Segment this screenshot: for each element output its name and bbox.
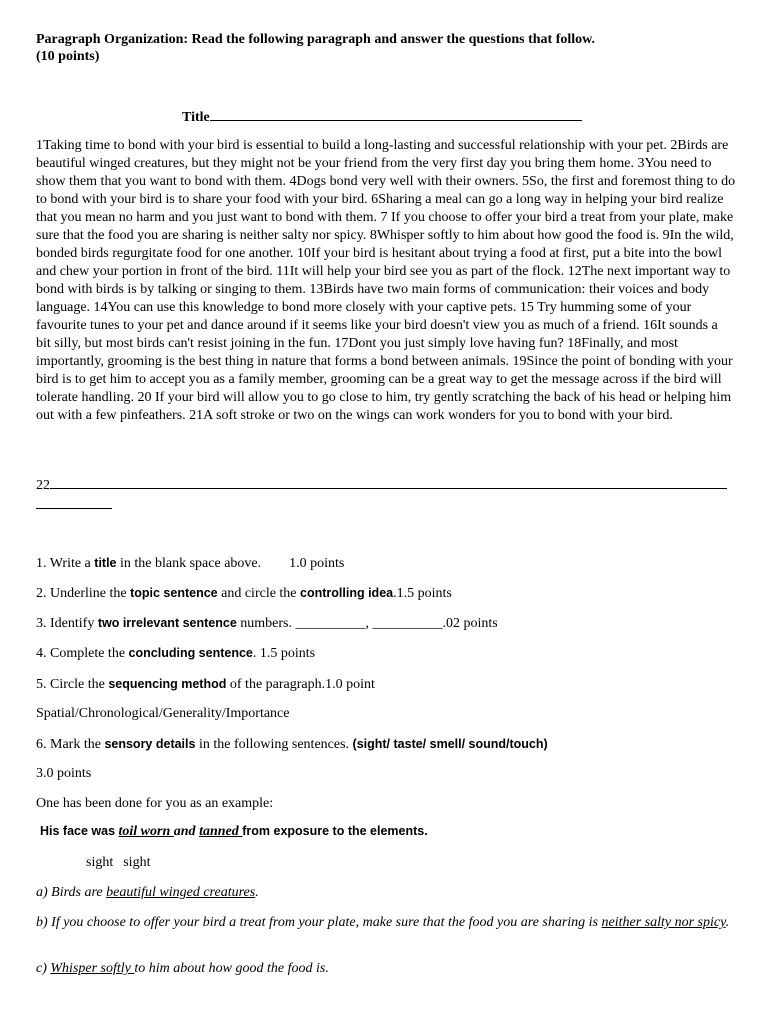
example-label-2: sight <box>123 855 151 870</box>
q3-separator: , <box>365 616 373 631</box>
q1-keyword: title <box>94 556 117 570</box>
concluding-sentence-line[interactable] <box>36 475 728 515</box>
q6-keyword: sensory details <box>104 737 196 751</box>
question-1 <box>36 554 344 573</box>
q3-points: .02 points <box>442 616 498 631</box>
q5-points: of the paragraph.1.0 point <box>226 677 375 692</box>
item-a[interactable] <box>36 885 736 901</box>
line22-blank-continued[interactable] <box>36 495 112 509</box>
q6-points: 3.0 points <box>36 766 92 781</box>
q3-keyword: two irrelevant sentence <box>97 616 237 630</box>
q2-points: .1.5 points <box>393 586 452 601</box>
item-c-text: c) <box>36 961 51 976</box>
paragraph-body: 1Taking time to bond with your bird is essential to build a long-lasting and successful relationship with your pet. 2Birds are beautiful winged creatures, but they might not be your friend from the very first day you bring them home. 3You need to show them that you want to bond with them. 4Dogs bond very well with their owners. 5So, the first and foremost thing to do to bond with your bird is to share your food with your bird. 6Sharing a meal can go a long way in helping your bird realize that you mean no harm and you just want to bond with them. 7 If you choose to offer your bird a treat from your plate, make sure that the food you are sharing is neither salty nor spicy. 8Whisper softly to him about how good the food is. 9In the wild, bonded birds regurgitate food for one another. 10If your bird is hesitant about trying a food at first, put a bite into the bowl and chew your portion in front of the bird. 11It will help your bird see you as part of the flock. 12The next important way to bond with birds is by talking or singing to them. 13Birds have two main forms of communication: their voices and body language. 14You can use this knowledge to bond more closely with your captive pets. 15 Try humming some of your favourite tunes to your pet and dance around if it seems like your bird doesn't view you as much of a friend. 16It sounds a bit silly, but most birds can't resist joining in the fun. 17Dont you just simply love having fun? 18Finally, and most importantly, grooming is the best thing in nature that forms a bond between animals. 19Since the point of bonding with your bird is to get him to accept you as a family member, grooming can be a great way to get the message across if the bird will tolerate handling. 20 If your bird will allow you to go close to him, try gently scratching the back of his head or helping him out with a few pinfeathers. 21A soft stroke or two on the wings can work wonders for you to bond with your bird. <box>36 138 736 423</box>
item-c-end: to him about how good the food is. <box>134 961 329 976</box>
question-2 <box>36 584 452 603</box>
q3-blank-1[interactable]: __________ <box>295 616 366 631</box>
question-4 <box>36 644 315 663</box>
q1-text: 1. Write a <box>36 556 95 571</box>
question-5 <box>36 675 375 694</box>
example-underline-2: tanned <box>199 824 243 839</box>
q3-blank-2[interactable]: __________ <box>372 616 443 631</box>
q1-text-end: in the blank space above. <box>116 556 262 571</box>
example-text-end: from exposure to the elements. <box>242 824 428 838</box>
example-sense-labels <box>86 854 160 872</box>
item-a-end: . <box>255 885 259 900</box>
q2-text: 2. Underline the <box>36 586 131 601</box>
example-intro: One has been done for you as an example: <box>36 796 274 811</box>
q2-keyword-idea: controlling idea <box>300 586 394 600</box>
q2-keyword-topic: topic sentence <box>130 586 218 600</box>
line22-blank[interactable] <box>50 475 727 489</box>
q4-keyword: concluding sentence <box>128 646 253 660</box>
item-b[interactable] <box>36 915 736 931</box>
question-3 <box>36 614 498 633</box>
q5-text: 5. Circle the <box>36 677 109 692</box>
q6-text: 6. Mark the <box>36 737 105 752</box>
q1-points: 1.0 points <box>289 556 345 571</box>
title-blank-line[interactable] <box>210 107 582 121</box>
item-b-text: b) If you choose to offer your bird a treat from your plate, make sure that the food you are sharing is <box>36 915 602 930</box>
q2-text-mid: and circle the <box>217 586 301 601</box>
item-a-text: a) Birds are <box>36 885 107 900</box>
q6-text-end: in the following sentences. <box>195 737 353 752</box>
question-6 <box>36 735 548 754</box>
header-instructions: Paragraph Organization: Read the following paragraph and answer the questions that follow. <box>36 32 595 47</box>
title-field[interactable] <box>182 107 582 126</box>
example-underline-1: toil worn <box>118 824 174 839</box>
q6-sense-list: (sight/ taste/ smell/ sound/touch) <box>352 737 548 751</box>
worksheet-header <box>36 31 736 65</box>
item-c[interactable] <box>36 961 736 977</box>
q5-keyword: sequencing method <box>108 677 227 691</box>
q3-text-end: numbers. <box>236 616 296 631</box>
item-b-underline: neither salty nor spicy <box>601 915 726 930</box>
q4-points: . 1.5 points <box>252 646 316 661</box>
example-text-mid: and <box>173 824 200 839</box>
example-label-1: sight <box>86 855 114 870</box>
example-sentence <box>40 824 428 840</box>
title-label: Title <box>182 110 210 125</box>
item-c-underline: Whisper softly <box>50 961 135 976</box>
item-b-end: . <box>725 915 730 930</box>
q3-text: 3. Identify <box>36 616 98 631</box>
line22-label: 22 <box>36 478 50 493</box>
header-points: (10 points) <box>36 49 100 64</box>
item-a-underline: beautiful winged creatures <box>106 885 256 900</box>
q5-options[interactable]: Spatial/Chronological/Generality/Importance <box>36 706 290 721</box>
q4-text: 4. Complete the <box>36 646 129 661</box>
example-text: His face was <box>40 824 119 838</box>
